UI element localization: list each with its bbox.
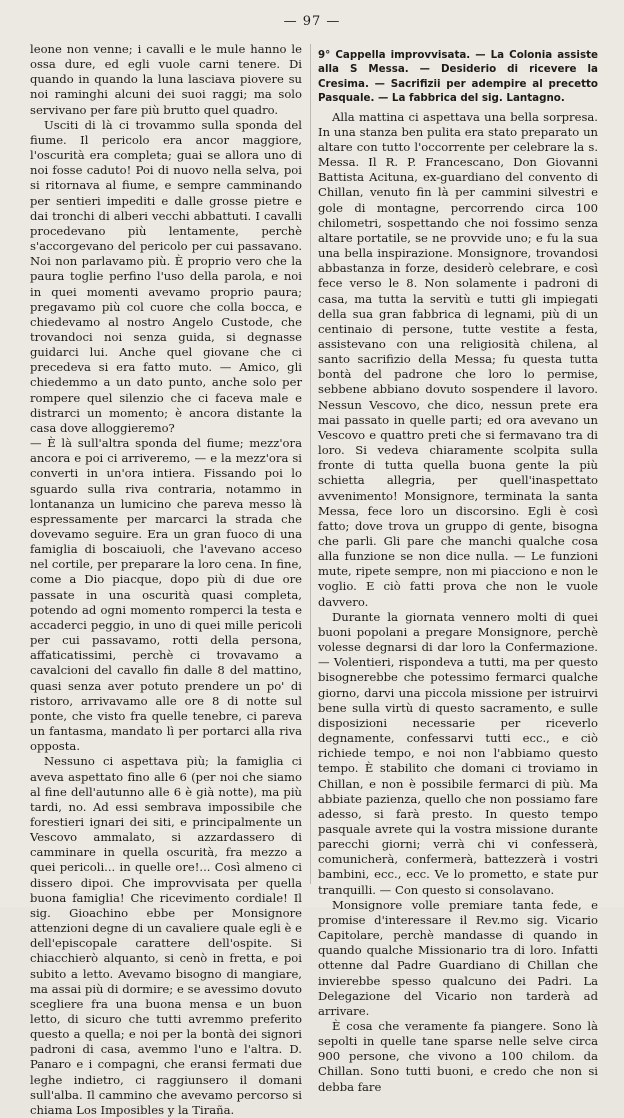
paragraph: — È là sull'altra sponda del fiume; mezz'ora ancora e poi ci arriveremo, — e la mezz'ora si converti in un'ora intiera. Fissando poi lo sguardo sulla riva contraria, notammo in lontananza un lumicino che pareva messo là espressamente per marcarci la strada che dovevamo seguire. Era un gran fuoco di una famiglia di boscaiuoli, che l'avevano acceso nel cortile, per preparare la loro cena. In fine, come a Dio piacque, dopo più di due ore passate in una oscurità quasi completa, potendo ad ogni momento romperci la testa e accaderci peggio, in uno di quei mille pericoli per cui passavamo, rotti della persona, affaticatissimi, perchè ci trovavamo a cavalcioni del cavallo fin dalle 8 del mattino, quasi senza aver potuto prendere un po' di ristoro, arrivavamo alle ore 8 di notte sul ponte, che visto fra quelle tenebre, ci pareva un fantasma, mandato lì per portarci alla riva opposta. xyxy=(30,436,302,754)
paragraph: Durante la giornata vennero molti di quei buoni popolani a pregare Monsignore, perchè volesse degnarsi di dar loro la Confermazione. — Volentieri, rispondeva a tutti, ma per questo bisognerebbe che potessimo fermarci qualche giorno, darvi una piccola missione per istruirvi bene sulla virtù di questo sacramento, e sulle disposizioni necessarie per riceverlo degnamente, confessarvi tutti ecc., e ciò richiede tempo, e noi non l'abbiamo questo tempo. È stabilito che domani ci troviamo in Chillan, e non è possibile fermarci di più. Ma abbiate pazienza, quello che non possiamo fare adesso, si farà presto. In questo tempo pasquale avrete qui la vostra missione durante parecchi giorni; verrà chi vi confesserà, comunicherà, confermerà, battezzerà i vostri bambini, ecc., ecc. Ve lo prometto, e state pur tranquilli. — Con questo si consolavano. xyxy=(318,609,598,897)
section-heading: 9° Cappella improvvisata. — La Colonia assiste alla S Messa. — Desiderio di ricevere la Cresima. — Sacrifizii per adempire al precetto Pasquale. — La fabbrica del sig. Lantagno. xyxy=(318,49,598,105)
paragraph: Monsignore volle premiare tanta fede, e promise d'interessare il Rev.mo sig. Vicario Capitolare, perchè mandasse di quando in quando qualche Missionario tra di loro. Infatti ottenne dal Padre Guardiano di Chillan che invierebbe spesso qualcuno dei Padri. La Delegazione del Vicario non tarderà ad arrivare. xyxy=(318,897,598,1018)
paragraph: Alla mattina ci aspettava una bella sorpresa. In una stanza ben pulita era stato preparato un altare con tutto l'occorrente per celebrare la s. Messa. Il R. P. Francescano, Don Giovanni Battista Acituna, ex-guardiano del convento di Chillan, venuto fin là per cammini silvestri e gole di montagne, percorrendo circa 100 chilometri, sospettando che noi fossimo senza altare portatile, se ne provvide uno; e fu la sua una bella inspirazione. Monsignore, trovandosi abbastanza in forze, desiderò celebrare, e così fece verso le 8. Non solamente i padroni di casa, ma tutta la servitù e tutti gli impiegati della sua gran fabbrica di legnami, più di un centinaio di persone, tutte vestite a festa, assistevano con una religiosità chilena, al santo sacrifizio della Messa; fu questa tutta bontà del padrone che loro lo permise, sebbene abbiano dovuto sospendere il lavoro. Nessun Vescovo, che dico, nessun prete era mai passato in quelle parti; ed ora avevano un Vescovo e quattro preti che si fermavano tra di loro. Si vedeva chiaramente scolpita sulla fronte di tutta quella buona gente la più schietta allegria, per quell'inaspettato avvenimento! Monsignore, terminata la santa Messa, fece loro un discorsino. Egli è così fatto; dove trova un gruppo di gente, bisogna che parli. Gli pare che manchi qualche cosa alla funzione se non dice nulla. — Le funzioni mute, ripete sempre, non mi piacciono e non le voglio. E ciò fatti prova che non le vuole davvero. xyxy=(318,109,598,609)
column-divider xyxy=(310,44,311,884)
left-column xyxy=(30,42,302,1118)
paragraph: Usciti di là ci trovammo sulla sponda del fiume. Il pericolo era ancor maggiore, l'oscurità era completa; guai se allora uno di noi fosse caduto! Poi di nuovo nella selva, poi si ritornava al fiume, e sempre camminando per sentieri impediti e dalle grosse pietre e dai tronchi di alberi vecchi abbattuti. I cavalli procedevano più lentamente, perchè s'accorgevano del pericolo per cui passavano. Noi non parlavamo più. È proprio vero che la paura toglie perfino l'uso della parola, e noi in quei momenti avevamo proprio paura; pregavamo più col cuore che colla bocca, e chiedevamo al nostro Angelo Custode, che trovandoci noi senza guida, si degnasse guidarci lui. Anche quel giovane che ci precedeva si era fatto muto. — Amico, gli chiedemmo a un dato punto, anche solo per rompere quel silenzio che ci faceva male e distrarci un momento; è ancora distante la casa dove alloggieremo? xyxy=(30,117,302,435)
paragraph: leone non venne; i cavalli e le mule hanno le ossa dure, ed egli vuole carni tenere. Di quando in quando la luna lasciava piovere su noi raminghi alcuni dei suoi raggi; ma solo servivano per fare più brutto quel quadro. xyxy=(30,42,302,117)
paragraph: È cosa che veramente fa piangere. Sono là sepolti in quelle tane sparse nelle selve circa 900 persone, che vivono a 100 chilom. da Chillan. Sono tutti buoni, e credo che non si debba fare xyxy=(318,1019,598,1094)
page-number: — 97 — xyxy=(283,14,341,29)
paragraph: Nessuno ci aspettava più; la famiglia ci aveva aspettato fino alle 6 (per noi che siamo al fine dell'autunno alle 6 è già notte), ma più tardi, no. Ad essi sembrava impossibile che forestieri ignari dei siti, e principalmente un Vescovo ammalato, si azzardassero di camminare in quella oscurità, fra mezzo a quei pericoli... in quelle ore!... Così almeno ci dissero dipoi. Che improvvisata per quella buona famiglia! Che ricevimento cordiale! Il sig. Gioachino ebbe per Monsignore attenzioni degne di un cavaliere quale egli è e dell'episcopale carattere dell'ospite. Si chiacchierò alquanto, si cenò in fretta, e poi subito a letto. Avevamo bisogno di mangiare, ma assai più di dormire; e se avessimo dovuto scegliere fra una buona mensa e un buon letto, di sicuro che tutti avremmo preferito questo a quella; e noi per la bontà dei signori padroni di casa, avemmo l'uno e l'altra. D. Panaro e i compagni, che eransi fermati due leghe indietro, ci raggiunsero il domani sull'alba. Il cammino che avevamo percorso si chiama Los Imposibles y la Tiraña. xyxy=(30,754,302,1117)
right-column xyxy=(318,42,598,1095)
